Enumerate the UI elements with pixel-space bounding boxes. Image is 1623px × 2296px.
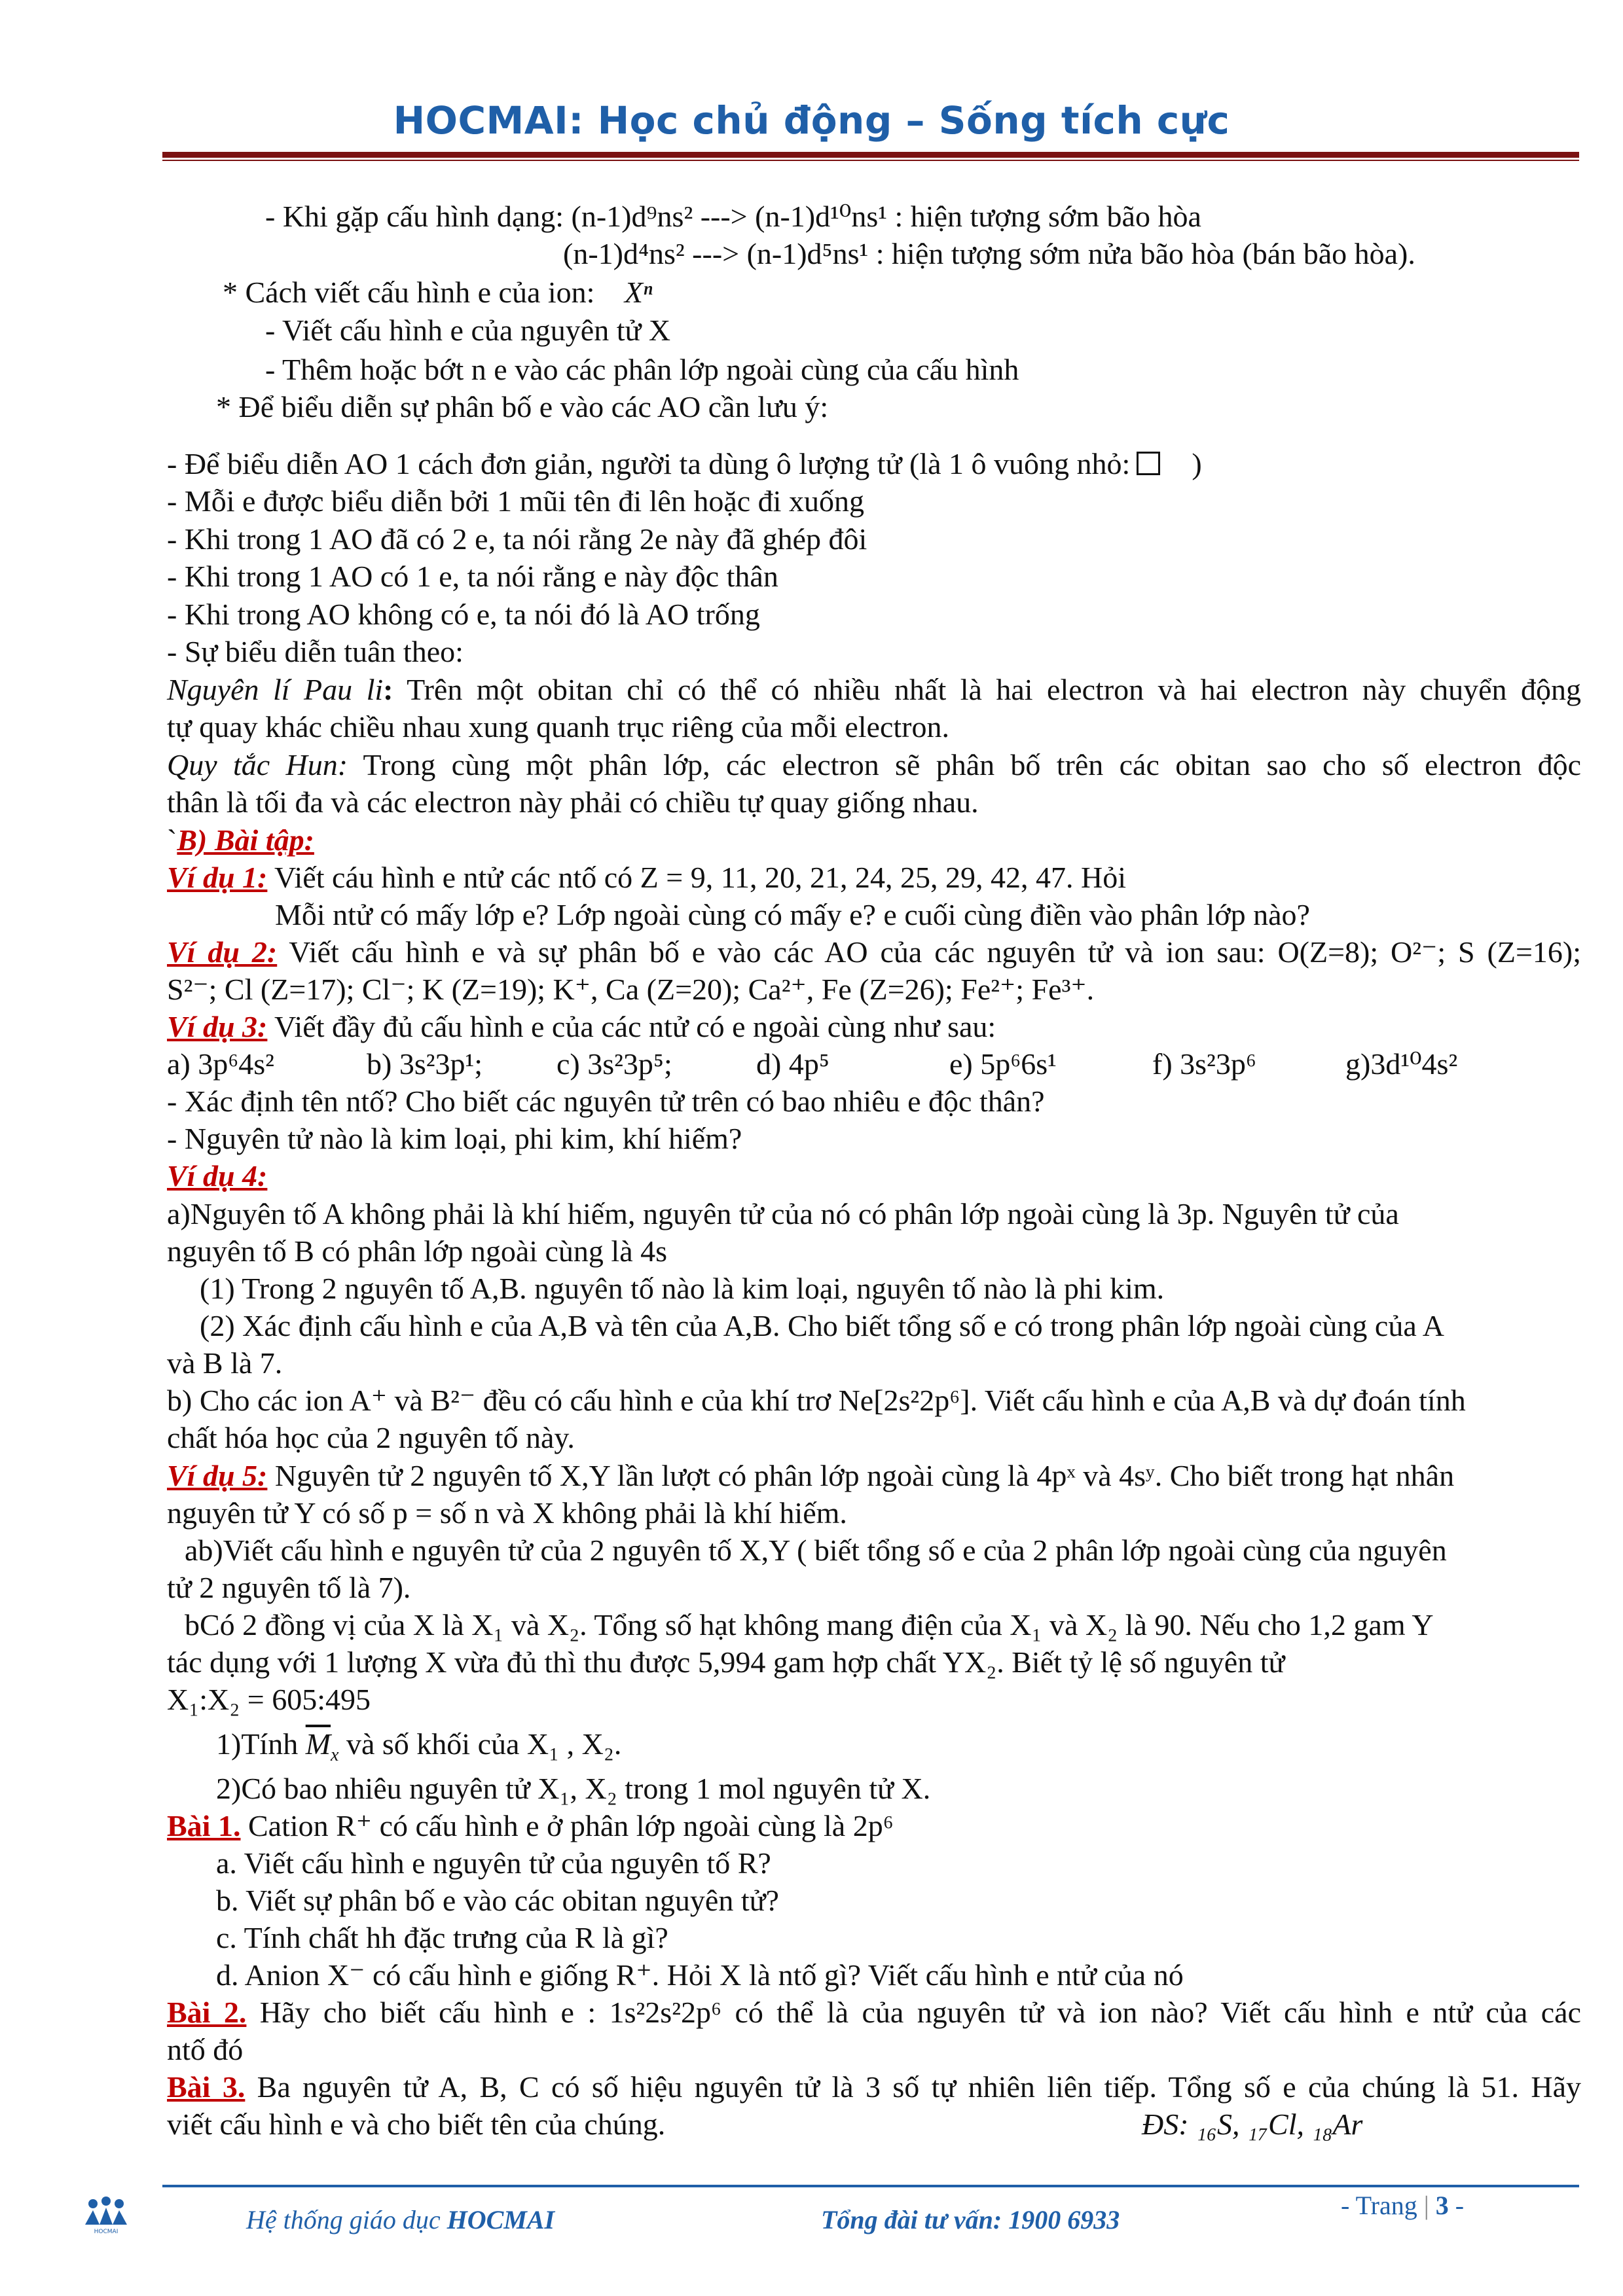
footer-organization: Hệ thống giáo dục HOCMAI — [246, 2205, 555, 2234]
text-line: thân là tối đa và các electron này phải có chiều tự quay giống nhau. — [167, 785, 979, 819]
text-line: 2)Có bao nhiêu nguyên tử X₁, X₂ trong 1 mol nguyên tử X. — [216, 1772, 931, 1805]
header-rule-thick — [162, 152, 1579, 158]
text-line: Quy tắc Hun: Trong cùng một phân lớp, các electron sẽ phân bố trên các obitan sao cho số electron độc — [167, 748, 1582, 781]
text-line: ab)Viết cấu hình e nguyên tử của 2 nguyên tố X,Y ( biết tổng số e của 2 phân lớp ngoài cùng của nguyên — [185, 1534, 1447, 1567]
text-line: S²⁻; Cl (Z=17); Cl⁻; K (Z=19); K⁺, Ca (Z=20); Ca²⁺, Fe (Z=26); Fe²⁺; Fe³⁺. — [167, 973, 1095, 1006]
text-line: (1) Trong 2 nguyên tố A,B. nguyên tố nào là kim loại, nguyên tố nào là phi kim. — [200, 1272, 1165, 1305]
text-line: - Để biểu diễn AO 1 cách đơn giản, người ta dùng ô lượng tử (là 1 ô vuông nhỏ: ) — [167, 447, 1202, 480]
text-line: tự quay khác chiều nhau xung quanh trục riêng của mỗi electron. — [167, 710, 949, 744]
text-line: tác dụng với 1 lượng X vừa đủ thì thu được 5,994 gam hợp chất YX₂. Biết tỷ lệ số nguyên tử — [167, 1645, 1285, 1679]
text-line: - Sự biểu diễn tuân theo: — [167, 635, 464, 668]
example-3: Ví dụ 3: Viết đầy đủ cấu hình e của các ntử có e ngoài cùng như sau: — [167, 1010, 996, 1043]
exercise-3: Bài 3. Ba nguyên tử A, B, C có số hiệu nguyên tử là 3 số tự nhiên liên tiếp. Tổng số e của chúng là 51. Hãy — [167, 2070, 1581, 2104]
hocmai-logo-icon — [80, 2196, 132, 2235]
text-line: * Để biểu diễn sự phân bố e vào các AO cần lưu ý: — [216, 390, 829, 423]
text-line: - Nguyên tử nào là kim loại, phi kim, khí hiếm? — [167, 1122, 742, 1155]
example-1: Ví dụ 1: Viết cáu hình e ntử các ntố có Z = 9, 11, 20, 21, 24, 25, 29, 42, 47. Hỏi — [167, 861, 1127, 894]
list-item: b. Viết sự phân bố e vào các obitan nguyên tử? — [216, 1884, 779, 1917]
text-line: Nguyên lí Pau li: Trên một obitan chỉ có thể có nhiều nhất là hai electron và hai electron này chuyển động — [167, 673, 1581, 706]
page-header-title: HOCMAI: Học chủ động – Sống tích cực — [393, 98, 1230, 143]
text-line: - Viết cấu hình e của nguyên tử X — [265, 314, 671, 347]
text-line: - Khi trong 1 AO đã có 2 e, ta nói rằng 2e này đã ghép đôi — [167, 522, 867, 556]
section-heading: `B) Bài tập: — [167, 823, 314, 857]
example-5: Ví dụ 5: Nguyên tử 2 nguyên tố X,Y lần lượt có phân lớp ngoài cùng là 4pˣ và 4sʸ. Cho biết trong hạt nhân — [167, 1459, 1455, 1492]
example-4: Ví dụ 4: — [167, 1159, 268, 1193]
footer-rule — [162, 2185, 1579, 2187]
text-line: X₁:X₂ = 605:495 — [167, 1683, 371, 1716]
text-line: - Khi trong AO không có e, ta nói đó là AO trống — [167, 598, 760, 631]
ion-symbol: Xⁿ — [624, 276, 653, 309]
example-2: Ví dụ 2: Viết cấu hình e và sự phân bố e vào các AO của các nguyên tử và ion sau: O(Z=8); O²⁻; S (Z=16); — [167, 935, 1581, 969]
footer-page-number: - Trang | 3 - — [1341, 2191, 1465, 2220]
svg-text:HOCMAI: HOCMAI — [94, 2229, 119, 2235]
text-line: - Mỗi e được biểu diễn bởi 1 mũi tên đi lên hoặc đi xuống — [167, 484, 864, 518]
answer: ĐS: ₁₆S, ₁₇Cl, ₁₈Ar — [1142, 2108, 1363, 2141]
text-line: Mỗi ntử có mấy lớp e? Lớp ngoài cùng có mấy e? e cuối cùng điền vào phân lớp nào? — [275, 898, 1310, 931]
text-line: ntố đó — [167, 2033, 244, 2066]
text-line: - Khi gặp cấu hình dạng: (n-1)d⁹ns² ---> (n-1)d¹⁰ns¹ : hiện tượng sớm bão hòa — [265, 200, 1201, 233]
text-line: chất hóa học của 2 nguyên tố này. — [167, 1421, 575, 1454]
text-line: bCó 2 đồng vị của X là X₁ và X₂. Tổng số hạt không mang điện của X₁ và X₂ là 90. Nếu cho 1,2 gam Y — [185, 1608, 1434, 1641]
text-line: - Khi trong 1 AO có 1 e, ta nói rằng e này độc thân — [167, 560, 778, 593]
text-line: tử 2 nguyên tố là 7). — [167, 1571, 411, 1604]
header-rule-thin — [162, 160, 1579, 161]
exercise-1: Bài 1. Cation R⁺ có cấu hình e ở phân lớp ngoài cùng là 2p⁶ — [167, 1809, 894, 1842]
text-line: và B là 7. — [167, 1346, 283, 1380]
text-line: nguyên tử Y có số p = số n và X không phải là khí hiếm. — [167, 1496, 847, 1530]
text-line: (n-1)d⁴ns² ---> (n-1)d⁵ns¹ : hiện tượng sớm nửa bão hòa (bán bão hòa). — [563, 237, 1415, 270]
text-line: - Thêm hoặc bớt n e vào các phân lớp ngoài cùng của cấu hình — [265, 353, 1019, 386]
text-line: (2) Xác định cấu hình e của A,B và tên của A,B. Cho biết tổng số e có trong phân lớp ngoài cùng của A — [200, 1309, 1444, 1342]
text-line: viết cấu hình e và cho biết tên của chúng. — [167, 2108, 666, 2141]
text-line: b) Cho các ion A⁺ và B²⁻ đều có cấu hình e của khí trơ Ne[2s²2p⁶]. Viết cấu hình e của A,B và dự đoán tính — [167, 1384, 1466, 1417]
text-line: nguyên tố B có phân lớp ngoài cùng là 4s — [167, 1234, 668, 1268]
exercise-2: Bài 2. Hãy cho biết cấu hình e : 1s²2s²2p⁶ có thể là của nguyên tử và ion nào? Viết cấu hình e ntử của các — [167, 1996, 1581, 2029]
list-item: d. Anion X⁻ có cấu hình e giống R⁺. Hỏi X là ntố gì? Viết cấu hình e ntử của nó — [216, 1958, 1184, 1992]
text-line: * Cách viết cấu hình e của ion: Xⁿ — [223, 276, 653, 309]
list-item: a. Viết cấu hình e nguyên tử của nguyên tố R? — [216, 1846, 771, 1880]
text-line: 1)Tính $\overline{M}_x$ và số khối của X₁ , X₂. — [216, 1727, 622, 1765]
text-line: - Xác định tên ntố? Cho biết các nguyên tử trên có bao nhiêu e độc thân? — [167, 1085, 1045, 1118]
footer-hotline: Tổng đài tư vấn: 1900 6933 — [821, 2205, 1120, 2234]
quantum-box-icon — [1137, 452, 1160, 475]
text-line: a)Nguyên tố A không phải là khí hiếm, nguyên tử của nó có phân lớp ngoài cùng là 3p. Nguyên tử của — [167, 1197, 1399, 1230]
list-item: c. Tính chất hh đặc trưng của R là gì? — [216, 1921, 668, 1954]
